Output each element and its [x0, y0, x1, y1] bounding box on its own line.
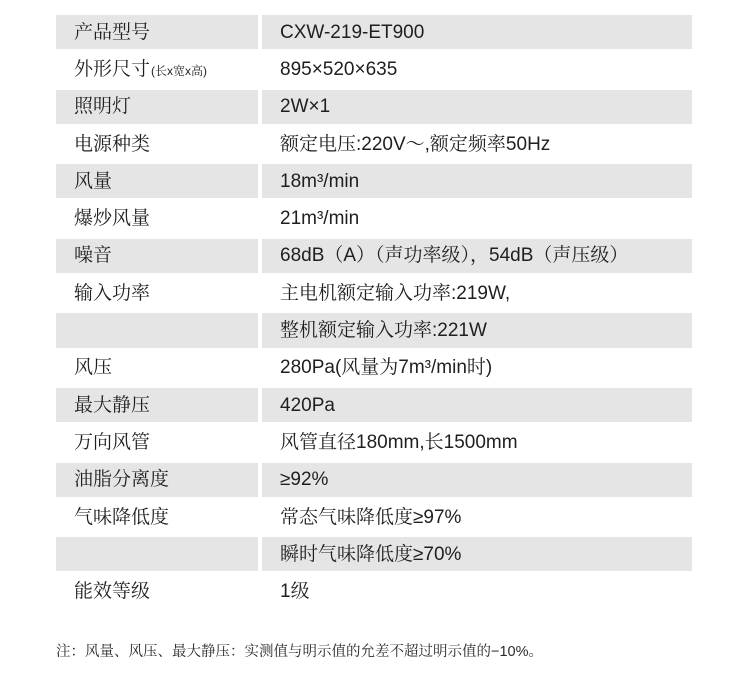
spec-row-input-power: [56, 276, 692, 313]
spec-label: 最大静压: [56, 388, 258, 425]
spec-row-grease-separation: [56, 463, 692, 500]
spec-label: 油脂分离度: [56, 463, 258, 500]
spec-row-model: [56, 15, 692, 52]
spec-row-odor-reduction-instant: [56, 537, 692, 574]
spec-label: 噪音: [56, 239, 258, 276]
spec-label: 风压: [56, 351, 258, 388]
spec-label: 风量: [56, 164, 258, 201]
spec-value: 常态气味降低度≥97%: [262, 500, 692, 537]
spec-label: [56, 313, 258, 350]
spec-value: 整机额定输入功率:221W: [262, 313, 692, 350]
spec-row-lighting: [56, 90, 692, 127]
spec-value: CXW-219-ET900: [262, 15, 692, 52]
spec-value: 瞬时气味降低度≥70%: [262, 537, 692, 574]
spec-label: 能效等级: [56, 574, 258, 611]
spec-row-noise: [56, 239, 692, 276]
spec-value: 21m³/min: [262, 201, 692, 238]
spec-value: 2W×1: [262, 90, 692, 127]
spec-label: 输入功率: [56, 276, 258, 313]
spec-row-power-type: [56, 127, 692, 164]
spec-value: 895×520×635: [262, 52, 692, 89]
spec-label: 照明灯: [56, 90, 258, 127]
spec-row-energy-grade: [56, 574, 692, 611]
spec-row-air-pressure: [56, 351, 692, 388]
spec-label: 电源种类: [56, 127, 258, 164]
spec-row-duct: [56, 425, 692, 462]
spec-row-airflow: [56, 164, 692, 201]
spec-row-odor-reduction: [56, 500, 692, 537]
spec-label: 爆炒风量: [56, 201, 258, 238]
spec-value: 主电机额定输入功率:219W,: [262, 276, 692, 313]
spec-value: 420Pa: [262, 388, 692, 425]
spec-row-input-power-total: [56, 313, 692, 350]
spec-label: 外形尺寸 (长x宽x高): [56, 52, 258, 89]
spec-table: [56, 15, 692, 612]
spec-row-dimensions: [56, 52, 692, 89]
spec-label-note: (长x宽x高): [151, 63, 208, 78]
spec-row-boost-airflow: [56, 201, 692, 238]
footnote: 注：风量、风压、最大静压：实测值与明示值的允差不超过明示值的−10%。: [56, 644, 543, 660]
spec-value: 1级: [262, 574, 692, 611]
spec-value: 额定电压:220V～,额定频率50Hz: [262, 127, 692, 164]
spec-value: 18m³/min: [262, 164, 692, 201]
spec-label: 气味降低度: [56, 500, 258, 537]
spec-value: ≥92%: [262, 463, 692, 500]
spec-value: 风管直径180mm,长1500mm: [262, 425, 692, 462]
spec-label: 产品型号: [56, 15, 258, 52]
spec-row-max-static-pressure: [56, 388, 692, 425]
spec-value: 280Pa(风量为7m³/min时): [262, 351, 692, 388]
spec-label: 万向风管: [56, 425, 258, 462]
spec-value: 68dB（A）（声功率级），54dB（声压级）: [262, 239, 692, 276]
spec-label: [56, 537, 258, 574]
